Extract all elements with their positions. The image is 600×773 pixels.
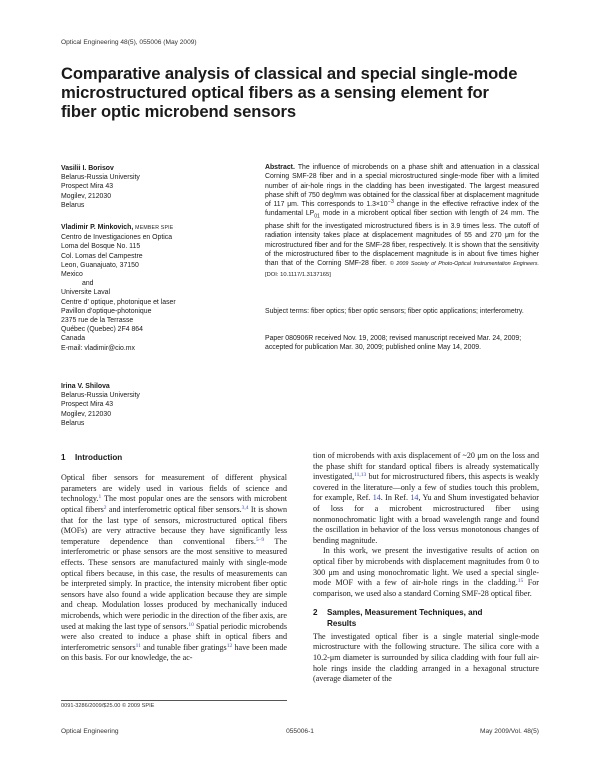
section-2 — [313, 608, 539, 684]
body-column-right — [313, 451, 539, 685]
affiliation-connector: and — [82, 280, 94, 288]
body-text: have been made on this basis. For our knowledge, the ac- — [61, 642, 288, 663]
body-text: In this work, we present the investigative results of action on optical fiber by microbends with displacement magnitudes from 0 to 300 — [313, 546, 539, 577]
abstract-text: The influence of microbends on a phase shift and attenuation in a classical Corning SMF-28 fiber and in a special microstructured single-mode fiber with a limited number of air-hole rings in the cladding has been investigated. The largest measured phase shift of 750 deg/mm was obtained for the classical fiber at displacement magnitude of 117 — [265, 164, 539, 209]
abstract-text: mode in a microbent optical fiber section with length of 24 mm. The phase shift for the investigated microstructured fibers is in 3.9 times less. The cutoff of radiation intensity takes place at displacement magnitudes of 55 and 270 — [265, 210, 539, 240]
abstract — [265, 163, 539, 280]
body-text: For comparison, we used also a standard Corning SMF-28 optical fiber. — [313, 578, 539, 598]
affiliation-line: Pavillon d’optique-photonique — [61, 307, 152, 315]
section-number: 1 — [61, 453, 66, 462]
abstract-copyright: © 2009 Society of Photo-Optical Instrumentation Engineers. — [389, 261, 539, 268]
affiliation-line: Prospect Mira 43 — [61, 183, 114, 191]
body-paragraph — [313, 451, 539, 546]
body-text: and using monochromatic light. We used a special single-mode MOF with a few of air-hole rings in the cladding. — [313, 567, 539, 588]
affiliation-line: Centre d’ optique, photonique et laser — [61, 298, 176, 306]
citation-link[interactable]: 14 — [410, 493, 419, 503]
affiliation-line: Centro de Investigaciones en Optica — [61, 234, 173, 242]
body-text: The most popular ones are the sensors with microbent optical fibers — [61, 494, 287, 514]
affiliation-line: Loma del Bosque No. 115 — [61, 243, 141, 251]
abstract-text: for the microstructured fiber and for the SMF-28 fiber, respectively. It is shown that the sensitivity of the microstructured fiber to the displacement magnitude is in about five times higher than that of the Corning SMF-28 fiber. — [265, 232, 540, 268]
footer-issue: May 2009/Vol. 48(5) — [479, 728, 539, 735]
body-text: but for microstructured fibers, this aspects is weakly covered in the literature—only a few of studies touch this problem, for example, Ref. — [313, 472, 539, 503]
body-text: It is shown that for the last type of sensors, microstructured optical fibers (MOFs) are very attractive because they have significantly less temperature dependence than conventional fibers. — [61, 504, 287, 546]
affiliation-line: Col. Lomas del Campestre — [61, 252, 143, 260]
affiliation-line: Belarus-Russia University — [61, 174, 140, 182]
body-text: Spatial periodic microbends were also created to induce a phase shift in optical fibers and interferometric sensors — [61, 621, 287, 652]
author-email: E-mail: vladimir@cio.mx — [61, 344, 135, 352]
unit: μm — [328, 567, 340, 577]
section-title-cont: Results — [327, 618, 357, 628]
unit: μm — [477, 451, 488, 460]
introduction-paragraph — [61, 473, 287, 664]
affiliation-line: 2375 rue de la Terrasse — [61, 317, 134, 325]
section-number: 2 — [313, 608, 318, 618]
article-title: Comparative analysis of classical and special single-mode microstructured optical fibers as a sensing element for fiber optic microbend sensors — [61, 64, 518, 121]
page-footer — [61, 728, 539, 738]
affiliation-line: Belarus — [61, 419, 85, 427]
subject-terms: Subject terms: fiber optics; fiber optic sensors; fiber optic applications; interferometry. — [265, 308, 524, 315]
affiliation-line: Mogilev, 212030 — [61, 192, 112, 200]
section-title: Introduction — [75, 453, 123, 462]
body-paragraph — [313, 632, 539, 685]
affiliation-line: Belarus — [61, 201, 85, 209]
author-block-borisov — [61, 164, 261, 210]
body-text: and interferometric optical fiber sensors. — [106, 504, 242, 514]
author-name: Vladimir P. Minkovich, — [61, 224, 134, 231]
citation-link[interactable]: 2 — [103, 504, 107, 511]
affiliation-line: Universite Laval — [61, 289, 111, 297]
body-column-left — [61, 453, 287, 664]
footer-journal: Optical Engineering — [61, 728, 119, 735]
footer-page-number: 055006-1 — [286, 728, 314, 735]
affiliation-line: Mogilev, 212030 — [61, 410, 112, 418]
affiliation-line: Prospect Mira 43 — [61, 401, 114, 409]
running-head: Optical Engineering 48(5), 055006 (May 2009) — [61, 39, 197, 46]
body-text: Optical fiber sensors for measurement of different physical parameters are widely used in various fields of science and technology. — [61, 473, 287, 504]
body-text: The interferometric or phase sensors are the most sensitive to measured effects. These sensors are manufactured mainly with single-mode optical fibers because, in this case, the results of measurements can be interpreted simply. In practice, the intensity microbent fiber optic sensors have also found a wide application because they are simple and cheap. Modulation losses produced by mechanically induced microbends, which were periodic in the direction of the fiber axis, are used at making the last type of sensors. — [61, 536, 287, 631]
citation-link[interactable]: 12 — [226, 642, 233, 649]
author-name: Vasilii I. Borisov — [61, 165, 114, 172]
section-heading-samples — [313, 608, 539, 628]
citation-link[interactable]: 3,4 — [241, 504, 249, 511]
citation-link[interactable]: 11 — [135, 642, 141, 649]
body-text: and tunable fiber gratings — [140, 642, 227, 652]
citation-link[interactable]: 14 — [372, 493, 381, 503]
abstract-label: Abstract. — [265, 164, 295, 171]
body-text: tion of microbends with axis displacement of ~20 — [313, 451, 478, 460]
citation-link[interactable]: 11,13 — [354, 472, 367, 479]
section-heading-introduction — [61, 453, 287, 463]
body-text: on the loss and the phase shift for standard optical fibers is already systematically investigated, — [313, 451, 539, 482]
affiliation-line: Mexico — [61, 271, 83, 279]
author-block-shilova — [61, 382, 261, 428]
affiliation-line: Canada — [61, 335, 86, 343]
section-title: Samples, Measurement Techniques, and — [327, 608, 483, 618]
citation-link[interactable]: 1 — [98, 494, 102, 501]
affiliation-line: Leon, Guanajuato, 37150 — [61, 261, 139, 269]
affiliation-line: Québec (Quebec) 2F4 864 — [61, 326, 143, 334]
citation-link[interactable]: 5–9 — [255, 536, 265, 543]
membership-badge: MEMBER SPIE — [135, 225, 174, 231]
abstract-exponent: −3 — [387, 199, 394, 206]
body-text: , Yu and Shum investigated behavior of loss for a microbent microstructured fiber using nonmonochromatic light with a broad wavelength range and found the oscillation in behavior of the loss versus monotonous changes of bending magnitude. — [313, 493, 540, 545]
citation-link[interactable]: 10 — [188, 621, 194, 628]
footnote-divider — [61, 700, 287, 701]
abstract-text: . This corresponds to 1.3×10 — [296, 201, 388, 209]
citation-link[interactable]: 15 — [517, 578, 524, 585]
body-text: . In Ref. — [380, 493, 411, 503]
body-text: diameter is surrounded by silica cladding with four full air-hole rings inside the cladding arranged in a hexagonal structure (average diameter of the — [313, 652, 539, 684]
body-paragraph — [313, 546, 539, 599]
unit: μm — [329, 652, 341, 662]
abstract-unit: μm — [504, 232, 515, 240]
paper-history: Paper 080906R received Nov. 19, 2008; revised manuscript received Mar. 24, 2009; accepted for publication Mar. 30, 2009; published online May 14, 2009. — [265, 335, 522, 352]
abstract-text: change in the effective refractive index of the fundamental LP — [265, 201, 539, 218]
abstract-unit: μm — [287, 201, 297, 209]
author-block-minkovich — [61, 223, 261, 353]
author-name: Irina V. Shilova — [61, 383, 110, 390]
abstract-subscript: 01 — [314, 213, 320, 220]
copyright-line: 0091-3286/2009/$25.00 © 2009 SPIE — [61, 703, 155, 709]
body-text: The investigated optical fiber is a single material single-mode microstructure with the following structure. The silica core with a 10.2- — [313, 631, 539, 662]
doi-link[interactable]: [DOI: 10.1117/1.3137165] — [265, 271, 331, 278]
affiliation-line: Belarus-Russia University — [61, 392, 140, 400]
